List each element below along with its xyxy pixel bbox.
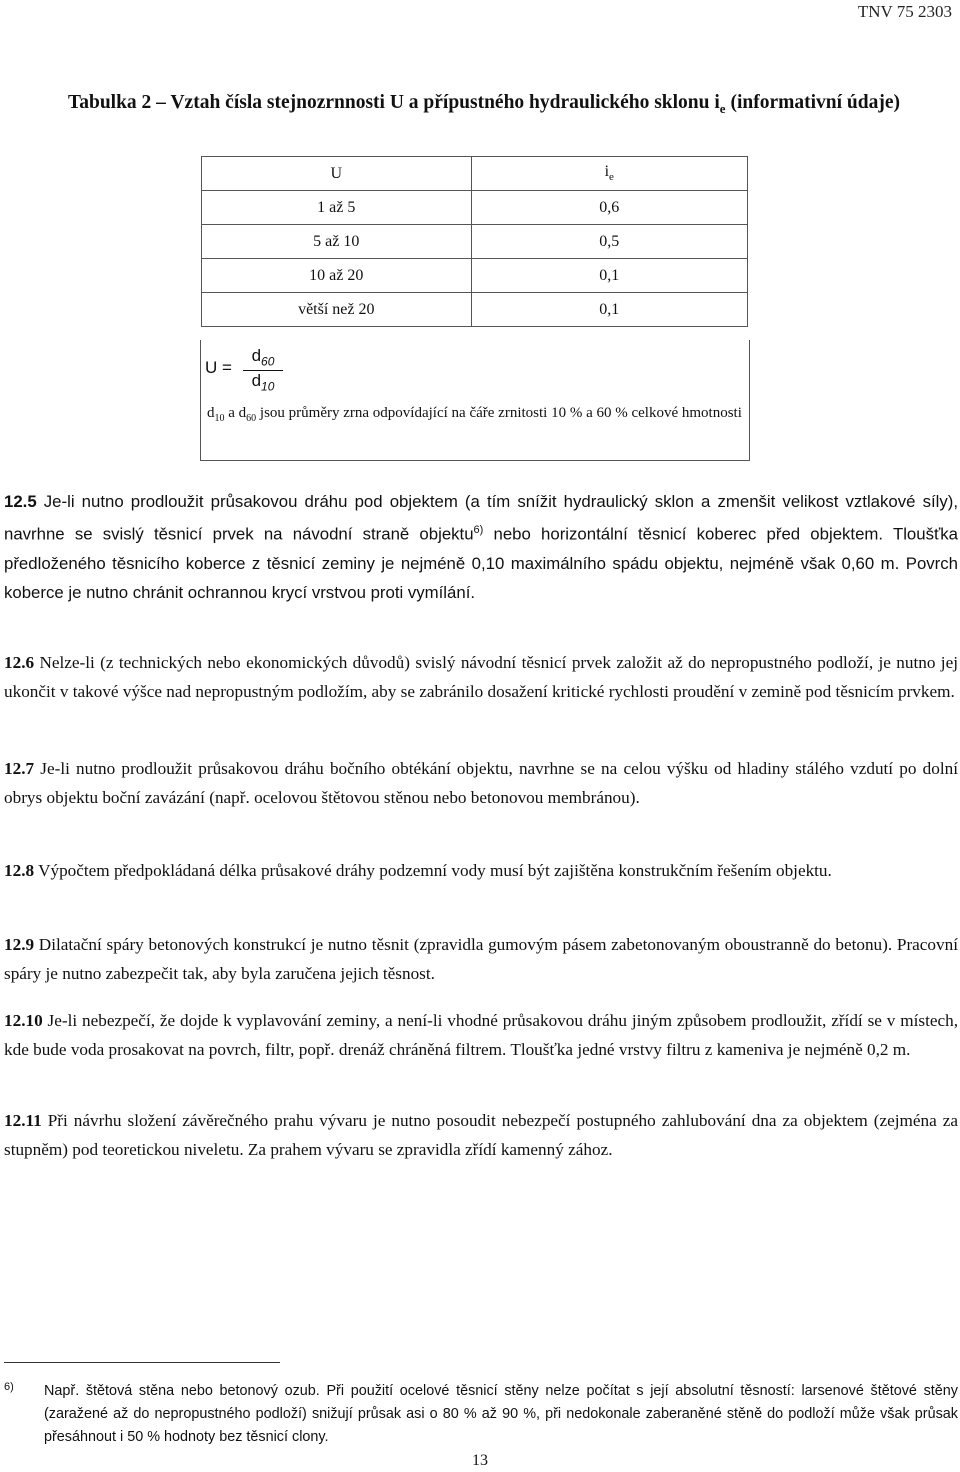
header-ie: $i_e$: [471, 157, 747, 191]
document-id: TNV 75 2303: [857, 2, 952, 21]
footnote-ref: 6): [473, 524, 484, 536]
table-row: [202, 259, 748, 293]
table-caption: [24, 86, 944, 125]
paragraph-12-10: 12.10 Je-li nebezpečí, že dojde k vyplavování zeminy, a není-li vhodné průsakovou dráhu jiným způsobem prodloužit, zřídí se v místech, kde bude voda prosakovat na povrch, filtr, popř. drenáž chráněná filtrem. Tloušťka jedné vrstvy filtru z kameniva je nejméně 0,2 m.: [4, 1011, 958, 1059]
cell-ie: 0,1: [471, 293, 747, 327]
footnote-separator: [4, 1362, 280, 1363]
header-u: U: [202, 157, 472, 191]
footnote-text: Např. štětová stěna nebo betonový ozub. Při použití ocelové těsnicí stěny nelze počítat s její absolutní těsností: larsenové štětové stěny (zaražené až do nepropustného podloží) snižují průsak asi o 80 % až 90 %, při nedokonale zaberaněné stěně do podloží může však průsak přesáhnout i 50 % hodnoty bez těsnicí clony.: [44, 1383, 958, 1445]
table-caption-end: (informativní údaje): [725, 92, 900, 113]
footnote: [4, 1380, 958, 1449]
table-row: [202, 293, 748, 327]
table-header-row: [202, 157, 748, 191]
section-number: 12.10: [4, 1011, 43, 1030]
section-number: 12.7: [4, 759, 35, 778]
formula-box: [200, 340, 750, 461]
cell-u: 5 až 10: [202, 225, 472, 259]
paragraph-12-6: 12.6 Nelze-li (z technických nebo ekonomických důvodů) svislý návodní těsnicí prvek založit až do nepropustného podloží, je nutno jej ukončit v takové výšce nad nepropustným podložím, aby se zabránilo dosažení kritické rychlosti proudění v zemině pod těsnicím prvkem.: [4, 653, 958, 701]
footnote-mark: 6): [4, 1381, 14, 1393]
table-caption-sub: e: [719, 100, 726, 116]
section-number: 12.11: [4, 1111, 42, 1130]
section-number: 12.5: [4, 492, 37, 511]
cell-ie: 0,6: [471, 191, 747, 225]
cell-u: větší než 20: [202, 293, 472, 327]
paragraph-12-5: 12.5 Je-li nutno prodloužit průsakovou dráhu pod objektem (a tím snížit hydraulický sklon a zmenšit velikost vztlakové síly), navrhne se svislý těsnicí prvek na návodní straně objektu$^{6)}$ nebo horizontální těsnicí koberec před objektem. Tloušťka předloženého těsnicího koberce z těsnicí zeminy je nejméně 0,10 maximálního spádu objektu, nejméně však 0,60 m. Povrch koberce je nutno chránit ochrannou krycí vrstvou proti vymílání.: [4, 492, 958, 602]
formula-lhs: U =: [205, 358, 232, 377]
page-number: 13: [472, 1452, 488, 1469]
cell-u: 1 až 5: [202, 191, 472, 225]
uniformity-table: [201, 156, 748, 327]
formula-note: $d_{10}$ a $d_{60}$ jsou průměry zrna odpovídající na čáře zrnitosti 10 % a 60 % celkové hmotnosti: [207, 405, 742, 424]
table-row: [202, 191, 748, 225]
cell-ie: 0,1: [471, 259, 747, 293]
cell-ie: 0,5: [471, 225, 747, 259]
formula-denominator: $d_{10}$: [251, 371, 275, 394]
formula-numerator: $d_{60}$: [243, 346, 283, 371]
formula-fraction: [243, 346, 283, 394]
section-number: 12.8: [4, 861, 35, 880]
table-row: [202, 225, 748, 259]
section-number: 12.6: [4, 653, 35, 672]
table-caption-text: Tabulka 2 – Vztah čísla stejnozrnnosti U a přípustného hydraulického sklonu i: [68, 92, 720, 113]
paragraph-12-11: 12.11 Při návrhu složení závěrečného prahu vývaru je nutno posoudit nebezpečí postupného zahlubování dna za objektem (zejména za stupněm) pod teoretickou niveletu. Za prahem vývaru se zpravidla zřídí kamenný zához.: [4, 1111, 958, 1159]
cell-u: 10 až 20: [202, 259, 472, 293]
paragraph-12-7: 12.7 Je-li nutno prodloužit průsakovou dráhu bočního obtékání objektu, navrhne se na celou výšku od hladiny stálého vzdutí po dolní obrys objektu boční zavázání (např. ocelovou štětovou stěnou nebo betonovou membránou).: [4, 759, 958, 807]
paragraph-12-8: 12.8 Výpočtem předpokládaná délka průsakové dráhy podzemní vody musí být zajištěna konstrukčním řešením objektu.: [4, 861, 832, 880]
section-number: 12.9: [4, 935, 35, 954]
paragraph-12-9: 12.9 Dilatační spáry betonových konstrukcí je nutno těsnit (zpravidla gumovým pásem zabetonovaným oboustranně do betonu). Pracovní spáry je nutno zabezpečit tak, aby byla zaručena jejich těsnost.: [4, 935, 958, 983]
